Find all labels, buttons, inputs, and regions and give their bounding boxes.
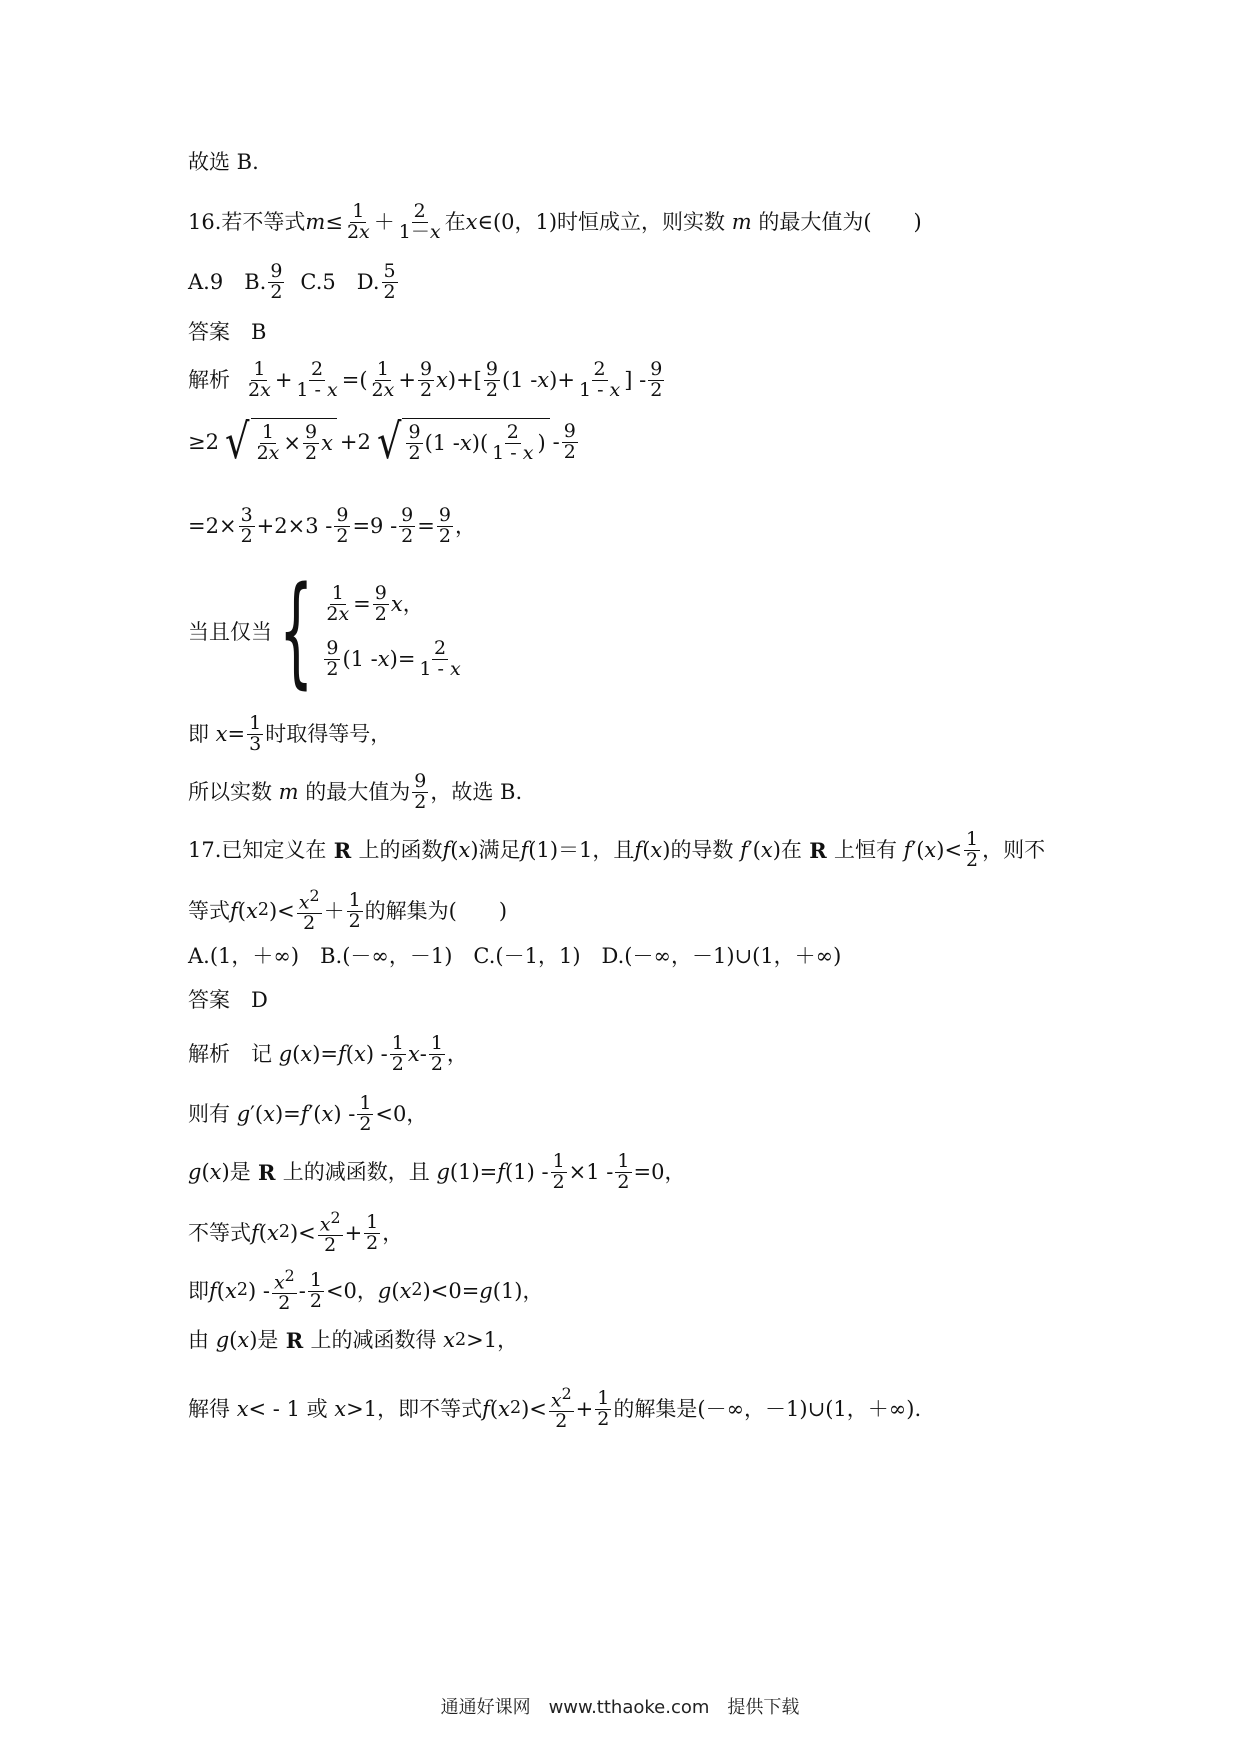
text: 即 xyxy=(188,1278,209,1303)
solution-16-line-3: =2× $\frac{3}{2}$ +2×3 - $\frac{9}{2}$ =9 - $\frac{9}{2}$ = $\frac{9}{2}$ ， xyxy=(188,504,476,547)
text: 则有 xyxy=(188,1101,230,1126)
text: ∈(0，1)时恒成立，则实数 xyxy=(477,209,726,234)
text: 不等式 xyxy=(188,1220,251,1245)
text: 故选 B. xyxy=(188,150,259,174)
page-footer: 通通好课网 www.tthaoke.com 提供下载 xyxy=(440,1697,800,1718)
text: 即 xyxy=(188,721,209,746)
text: ，即不等式 xyxy=(377,1396,483,1421)
text: 答案 D xyxy=(188,988,268,1012)
text: 等式 xyxy=(188,898,230,923)
text: 的导数 xyxy=(670,837,734,862)
text: 解析 xyxy=(188,367,230,392)
text: C.5 D. xyxy=(300,269,380,294)
text: 上的减函数得 xyxy=(310,1328,437,1352)
text: 16.若不等式 xyxy=(188,209,306,234)
text: 17.已知定义在 xyxy=(188,837,327,862)
solution-16-line-6: 所以实数 m 的最大值为 $\frac{9}{2}$ ，故选 B. xyxy=(188,770,523,813)
text: 的解集为( ) xyxy=(364,898,508,923)
text: ，故选 B. xyxy=(430,779,523,804)
solution-16-line-1: 解析 $\frac{1}{2x}$ + $\frac{2}{1 - x}$ =( $\frac{1}{2x}$ + $\frac{9}{2}$ x )+[ $\frac{9}{2}$ (1 - x )+ $\frac{2}{1 - x}$ ] - $\frac{9}{2}$ xyxy=(188,358,663,401)
text: 上的减函数，且 xyxy=(282,1159,430,1184)
question-17-options xyxy=(188,946,841,967)
text: 是 xyxy=(229,1159,251,1184)
answer-17 xyxy=(188,990,268,1011)
text: A.(1，＋∞) B.(－∞，－1) C.(－1，1) D.(－∞，－1)∪(1，＋∞) xyxy=(188,944,842,968)
solution-17-line-1: 解析 记 g ( x )= f ( x ) - $\frac{1}{2}$ x - $\frac{1}{2}$ ， xyxy=(188,1032,468,1075)
solution-17-line-3: g ( x ) 是 R 上的减函数，且 g (1)= f (1) - $\frac{1}{2}$ ×1 - $\frac{1}{2}$ =0， xyxy=(188,1150,686,1193)
solution-16-cases: 当且仅当 { $\frac{1}{2x}$ = $\frac{9}{2}$ x ， $\frac{9}{2}$ (1 - x )= $\frac{2}{1 - x}$ xyxy=(188,562,461,701)
text: 在 xyxy=(780,837,802,862)
text: ，且 xyxy=(592,837,635,862)
text: 所以实数 xyxy=(188,779,272,804)
question-16-options: A.9 B. $\frac{9}{2}$ C.5 D. $\frac{5}{2}$ xyxy=(188,260,396,303)
text: 解得 xyxy=(188,1396,230,1421)
text-line xyxy=(188,152,259,173)
text: 当且仅当 xyxy=(188,619,272,644)
text: 解析 记 xyxy=(188,1041,272,1066)
text: 满足 xyxy=(478,837,521,862)
solution-17-line-2: 则有 g ′( x )= f ′( x ) - $\frac{1}{2}$ <0， xyxy=(188,1092,428,1135)
text: 在 xyxy=(444,209,466,234)
text: 答案 B xyxy=(188,320,267,344)
question-17: 17.已知定义在 R 上的函数 f ( x ) 满足 f (1)＝1 ，且 f ( x ) 的导数 f ′( x ) 在 R 上恒有 f ′( x )< $\frac{1}{2}$ ，则不 xyxy=(188,828,1046,871)
question-17-line-2: 等式 f ( x 2 )< $\frac{x^2}{2}$ ＋ $\frac{1}{2}$ 的解集为( ) xyxy=(188,886,508,935)
solution-17-line-5: 即 f ( x 2 ) - $\frac{x^2}{2}$ - $\frac{1}{2}$ <0， g ( x 2 )<0= g (1)， xyxy=(188,1266,544,1315)
solution-17-line-7: 解得 x < - 1 或 x >1 ，即不等式 f ( x 2 )< $\frac{x^2}{2}$ + $\frac{1}{2}$ 的解集是(－∞，－1)∪(1，＋∞). xyxy=(188,1384,922,1433)
text: 是 xyxy=(257,1328,279,1352)
text: ，则不 xyxy=(982,837,1046,862)
question-16: 16.若不等式 m ≤ $\frac{1}{2x}$ ＋ $\frac{2}{1-x}$ 在 x ∈(0，1)时恒成立，则实数 m 的最大值为( ) xyxy=(188,200,922,243)
text: 由 xyxy=(188,1328,209,1352)
text: A.9 B. xyxy=(188,269,267,294)
text: 上的函数 xyxy=(358,837,443,862)
solution-16-line-5: 即 x = $\frac{1}{3}$ 时取得等号， xyxy=(188,712,392,755)
solution-17-line-6: 由 g ( x ) 是 R 上的减函数得 x 2 >1， xyxy=(188,1328,519,1353)
text: 的最大值为 xyxy=(305,779,411,804)
solution-16-line-2: ≥2 √ $\frac{1}{2x}$ × $\frac{9}{2}$ x +2 √ $\frac{9}{2}$ (1 - x )( $\frac{2}{1 - x}$ ) - $\frac{9}{2}$ xyxy=(188,414,576,470)
text: 时取得等号， xyxy=(265,721,392,746)
answer-16 xyxy=(188,322,266,343)
solution-17-line-4: 不等式 f ( x 2 )< $\frac{x^2}{2}$ + $\frac{1}{2}$ ， xyxy=(188,1208,404,1257)
text: 或 xyxy=(306,1396,328,1421)
text: 的最大值为( ) xyxy=(758,209,922,234)
text: 的解集是(－∞，－1)∪(1，＋∞). xyxy=(613,1396,922,1421)
text: 上恒有 xyxy=(833,837,897,862)
